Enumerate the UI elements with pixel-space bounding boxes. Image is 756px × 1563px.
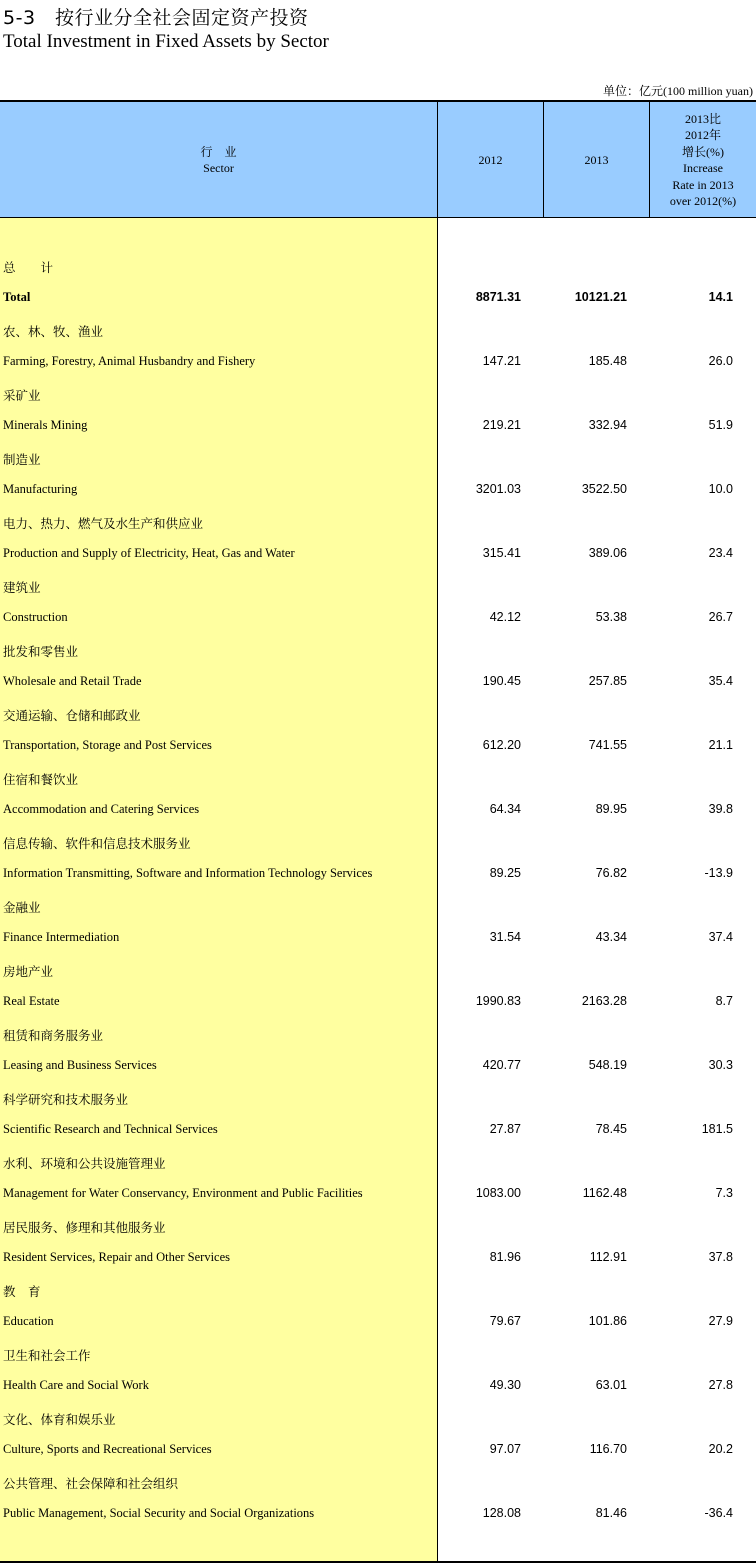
value-2012: 420.77 (482, 1058, 521, 1072)
table-row-cn (0, 762, 756, 794)
value-2013: 548.19 (588, 1058, 627, 1072)
sector-name-cn: 制造业 (3, 452, 41, 467)
sector-name-en: Total (3, 290, 31, 304)
table-row (0, 858, 756, 890)
sector-name-en: Information Transmitting, Software and Information Technology Services (3, 866, 373, 880)
value-rate: 35.4 (708, 674, 733, 688)
value-2012: 89.25 (489, 866, 521, 880)
value-2012: 128.08 (482, 1506, 521, 1520)
value-2012: 64.34 (489, 802, 521, 816)
value-rate: -36.4 (704, 1506, 733, 1520)
header-rate (649, 102, 756, 218)
header-rate-line: Rate in 2013 (672, 177, 734, 192)
sector-name-en: Management for Water Conservancy, Environment and Public Facilities (3, 1186, 363, 1200)
header-rate-line: 增长(%) (682, 144, 724, 159)
table-body (0, 218, 756, 1562)
table-row-cn (0, 506, 756, 538)
header-rate-line: over 2012(%) (669, 194, 737, 208)
value-rate: 181.5 (701, 1122, 733, 1136)
value-2012: 190.45 (482, 674, 521, 688)
unit-label: 单位：亿元(100 million yuan) (603, 84, 753, 98)
sector-name-en: Wholesale and Retail Trade (3, 674, 142, 688)
value-rate: 10.0 (708, 482, 733, 496)
value-rate: 21.1 (708, 738, 733, 752)
table-row (0, 602, 756, 634)
sector-name-cn: 总 计 (3, 260, 54, 275)
table-row (0, 922, 756, 954)
table-row (0, 1306, 756, 1338)
table-row (0, 1114, 756, 1146)
table-row-cn (0, 698, 756, 730)
sector-name-cn: 水利、环境和公共设施管理业 (3, 1156, 166, 1171)
value-2013: 3522.50 (581, 482, 627, 496)
table-row-cn (0, 826, 756, 858)
sector-name-en: Manufacturing (3, 482, 78, 496)
value-rate: 7.3 (715, 1186, 733, 1200)
value-2012: 1083.00 (475, 1186, 521, 1200)
sector-name-cn: 教 育 (3, 1284, 41, 1299)
value-2013: 63.01 (595, 1378, 627, 1392)
value-2012: 42.12 (489, 610, 521, 624)
header-2013: 2013 (543, 102, 649, 218)
table-row (0, 282, 756, 314)
page-title-en: Total Investment in Fixed Assets by Sector (3, 31, 329, 52)
sector-name-en: Health Care and Social Work (3, 1378, 149, 1392)
table-row (0, 1434, 756, 1466)
value-rate: 27.9 (708, 1314, 733, 1328)
table-row-cn (0, 250, 756, 282)
value-2012: 3201.03 (475, 482, 521, 496)
sector-name-cn: 电力、热力、燃气及水生产和供应业 (3, 516, 204, 531)
table-row-cn (0, 1274, 756, 1306)
value-2013: 112.91 (589, 1250, 627, 1264)
table-row (0, 986, 756, 1018)
value-rate: 26.7 (708, 610, 733, 624)
sector-name-cn: 信息传输、软件和信息技术服务业 (3, 836, 191, 851)
table-row (0, 1178, 756, 1210)
sector-name-en: Production and Supply of Electricity, Heat, Gas and Water (3, 546, 295, 560)
sector-name-cn: 卫生和社会工作 (3, 1348, 91, 1363)
value-rate: 30.3 (708, 1058, 733, 1072)
header-rate-line: 2012年 (684, 128, 721, 142)
sector-name-cn: 住宿和餐饮业 (3, 772, 79, 787)
value-2013: 78.45 (595, 1122, 627, 1136)
header-rate-line: 2013比 (684, 111, 721, 126)
header-rate-line: Increase (683, 161, 723, 175)
table-row (0, 666, 756, 698)
value-2013: 43.34 (595, 930, 627, 944)
table-row (0, 474, 756, 506)
value-2012: 612.20 (482, 738, 521, 752)
sector-name-cn: 租赁和商务服务业 (3, 1028, 104, 1043)
table-row (0, 410, 756, 442)
value-2013: 257.85 (588, 674, 627, 688)
table-row (0, 1498, 756, 1530)
table-row (0, 1242, 756, 1274)
value-rate: 27.8 (708, 1378, 733, 1392)
value-2013: 53.38 (595, 610, 627, 624)
table-row-cn (0, 442, 756, 474)
value-2013: 389.06 (588, 546, 627, 560)
value-2013: 89.95 (595, 802, 627, 816)
header-2012: 2012 (437, 102, 543, 218)
sector-name-en: Real Estate (3, 994, 60, 1008)
value-rate: 26.0 (708, 354, 733, 368)
table-row-cn (0, 1082, 756, 1114)
sector-name-en: Farming, Forestry, Animal Husbandry and Fishery (3, 354, 256, 368)
sector-name-en: Finance Intermediation (3, 930, 120, 944)
table-row-cn (0, 890, 756, 922)
header-sector-cn: 行 业 (200, 144, 237, 159)
table-row-cn (0, 570, 756, 602)
table-row (0, 794, 756, 826)
value-2013: 116.70 (589, 1442, 627, 1456)
table-row-cn (0, 1466, 756, 1498)
value-2013: 10121.21 (574, 290, 627, 304)
sector-name-en: Leasing and Business Services (3, 1058, 157, 1072)
value-rate: 37.8 (708, 1250, 733, 1264)
value-rate: 14.1 (708, 290, 733, 304)
sector-name-en: Culture, Sports and Recreational Services (3, 1442, 212, 1456)
sector-name-cn: 房地产业 (3, 964, 54, 979)
value-2012: 31.54 (489, 930, 521, 944)
header-sector-en: Sector (203, 161, 234, 175)
sector-name-cn: 批发和零售业 (3, 644, 79, 659)
sector-name-cn: 科学研究和技术服务业 (3, 1092, 129, 1107)
value-2013: 185.48 (588, 354, 627, 368)
table-row (0, 538, 756, 570)
sector-name-cn: 居民服务、修理和其他服务业 (3, 1220, 166, 1235)
table-row-cn (0, 1018, 756, 1050)
value-rate: 51.9 (708, 418, 733, 432)
table-row-cn (0, 954, 756, 986)
table-row-cn (0, 1338, 756, 1370)
sector-name-cn: 文化、体育和娱乐业 (3, 1412, 116, 1427)
sector-name-cn: 建筑业 (3, 580, 41, 595)
value-rate: 20.2 (708, 1442, 733, 1456)
sector-name-cn: 交通运输、仓储和邮政业 (3, 708, 141, 723)
sector-name-en: Resident Services, Repair and Other Services (3, 1250, 231, 1264)
table-row-cn (0, 1146, 756, 1178)
header-sector (0, 102, 437, 218)
value-2012: 49.30 (489, 1378, 521, 1392)
value-2013: 1162.48 (582, 1186, 627, 1200)
table-row-cn (0, 378, 756, 410)
value-rate: 8.7 (715, 994, 733, 1008)
value-2012: 219.21 (482, 418, 521, 432)
table-row-cn (0, 1402, 756, 1434)
table-row-cn (0, 314, 756, 346)
sector-name-en: Transportation, Storage and Post Services (3, 738, 212, 752)
value-2012: 1990.83 (475, 994, 521, 1008)
value-2013: 332.94 (588, 418, 627, 432)
table-row (0, 1050, 756, 1082)
value-2012: 315.41 (482, 546, 521, 560)
value-2012: 147.21 (482, 354, 521, 368)
sector-name-cn: 金融业 (3, 900, 41, 915)
table-row (0, 346, 756, 378)
sector-name-en: Scientific Research and Technical Services (3, 1122, 218, 1136)
value-2012: 81.96 (489, 1250, 521, 1264)
sector-name-en: Minerals Mining (3, 418, 88, 432)
value-2012: 79.67 (489, 1314, 521, 1328)
value-2012: 27.87 (489, 1122, 521, 1136)
table-header (0, 100, 756, 218)
sector-name-en: Education (3, 1314, 54, 1328)
sector-name-en: Accommodation and Catering Services (3, 802, 200, 816)
table-row-cn (0, 634, 756, 666)
sector-name-en: Public Management, Social Security and Social Organizations (3, 1506, 315, 1520)
table-row (0, 1370, 756, 1402)
page-title-cn: 5-3 按行业分全社会固定资产投资 (3, 7, 309, 29)
value-rate: 23.4 (708, 546, 733, 560)
sector-name-cn: 采矿业 (3, 388, 41, 403)
value-2012: 97.07 (489, 1442, 521, 1456)
sector-name-cn: 农、林、牧、渔业 (3, 324, 104, 339)
value-2013: 81.46 (595, 1506, 627, 1520)
value-2012: 8871.31 (475, 290, 521, 304)
value-2013: 741.55 (588, 738, 627, 752)
value-rate: -13.9 (704, 866, 733, 880)
table-row-cn (0, 1210, 756, 1242)
value-rate: 37.4 (708, 930, 733, 944)
table-row (0, 730, 756, 762)
value-rate: 39.8 (708, 802, 733, 816)
value-2013: 101.86 (588, 1314, 627, 1328)
sector-name-en: Construction (3, 610, 68, 624)
value-2013: 2163.28 (581, 994, 627, 1008)
sector-name-cn: 公共管理、社会保障和社会组织 (3, 1476, 179, 1491)
value-2013: 76.82 (595, 866, 627, 880)
